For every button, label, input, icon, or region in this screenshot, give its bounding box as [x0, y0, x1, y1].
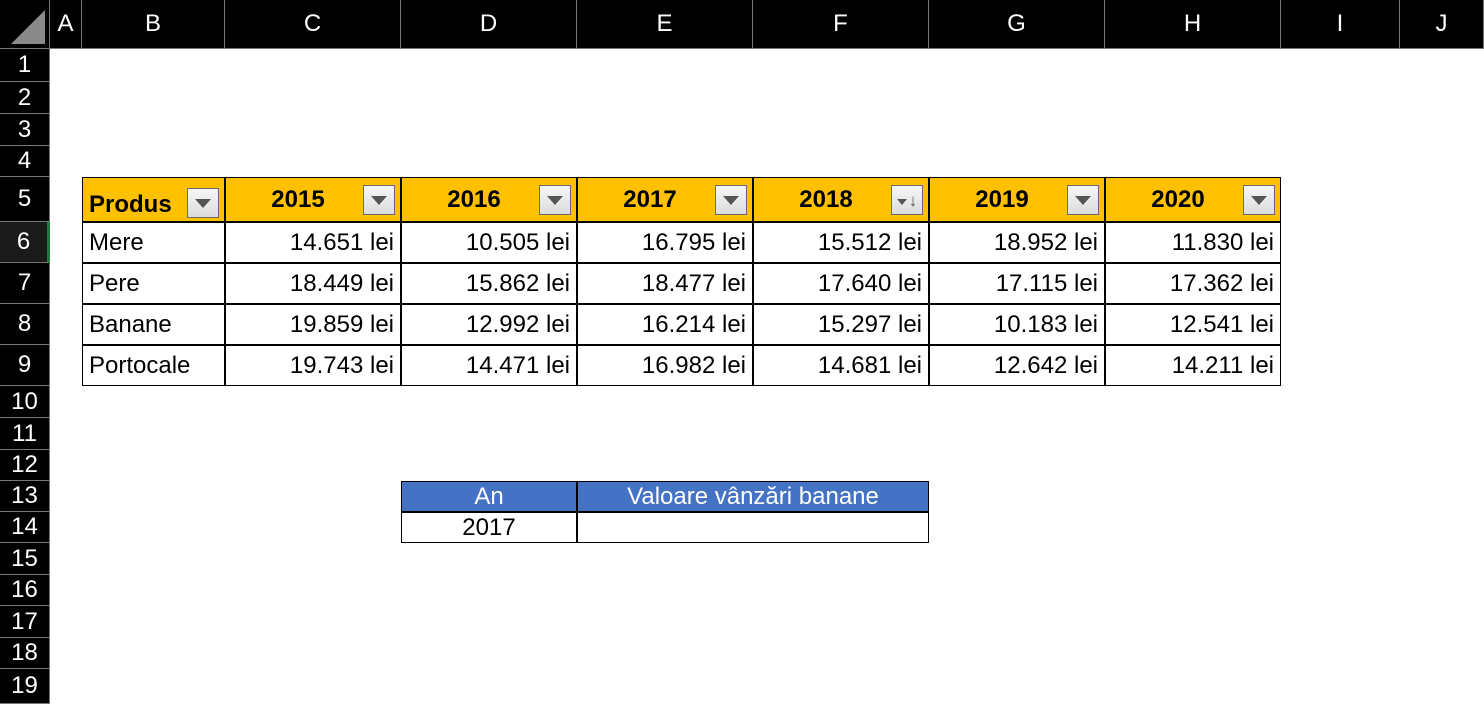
sales-value-cell[interactable]: 10.505 lei: [401, 222, 577, 263]
sales-value-cell[interactable]: 18.477 lei: [577, 263, 753, 304]
row-header-16[interactable]: 16: [0, 575, 50, 606]
row-header-4[interactable]: 4: [0, 146, 50, 177]
column-header-b[interactable]: B: [82, 0, 225, 49]
filter-dropdown-icon: [195, 199, 211, 208]
row-header-5[interactable]: 5: [0, 177, 50, 222]
column-header-d[interactable]: D: [401, 0, 577, 49]
row-header-17[interactable]: 17: [0, 606, 50, 638]
table-header-label: 2020: [1151, 185, 1205, 213]
sales-value-cell[interactable]: 12.992 lei: [401, 304, 577, 345]
select-all-corner[interactable]: [0, 0, 50, 49]
filter-dropdown-button[interactable]: [187, 188, 219, 218]
sales-value-cell[interactable]: 11.830 lei: [1105, 222, 1281, 263]
sales-value-cell[interactable]: 15.862 lei: [401, 263, 577, 304]
sales-value-cell[interactable]: 17.640 lei: [753, 263, 929, 304]
column-header-e[interactable]: E: [577, 0, 753, 49]
sales-value-cell[interactable]: 15.512 lei: [753, 222, 929, 263]
filter-dropdown-button[interactable]: [539, 185, 571, 215]
table-header-label: 2017: [623, 185, 677, 213]
table-header-label: 2015: [271, 185, 325, 213]
filter-dropdown-button[interactable]: [1243, 185, 1275, 215]
sales-value-cell[interactable]: 10.183 lei: [929, 304, 1105, 345]
row-header-14[interactable]: 14: [0, 512, 50, 543]
filter-dropdown-icon: [1251, 196, 1267, 205]
column-header-i[interactable]: I: [1281, 0, 1400, 49]
row-header-9[interactable]: 9: [0, 345, 50, 386]
sales-value-cell[interactable]: 17.115 lei: [929, 263, 1105, 304]
sales-value-cell[interactable]: 14.211 lei: [1105, 345, 1281, 386]
filter-dropdown-icon: [1075, 196, 1091, 205]
sales-value-cell[interactable]: 19.743 lei: [225, 345, 401, 386]
row-header-7[interactable]: 7: [0, 263, 50, 304]
row-header-18[interactable]: 18: [0, 638, 50, 669]
column-header-g[interactable]: G: [929, 0, 1105, 49]
sales-value-cell[interactable]: 12.642 lei: [929, 345, 1105, 386]
row-header-3[interactable]: 3: [0, 114, 50, 146]
row-header-13[interactable]: 13: [0, 481, 50, 512]
select-all-triangle-icon: [11, 10, 45, 44]
sales-value-cell[interactable]: 14.681 lei: [753, 345, 929, 386]
sort-descending-icon: ↓: [897, 192, 918, 209]
table-header-label: 2016: [447, 185, 501, 213]
column-header-j[interactable]: J: [1400, 0, 1484, 49]
sales-value-cell[interactable]: 14.471 lei: [401, 345, 577, 386]
filter-dropdown-button[interactable]: [1067, 185, 1099, 215]
sales-value-cell[interactable]: 18.952 lei: [929, 222, 1105, 263]
product-name-cell[interactable]: Pere: [82, 263, 225, 304]
table-header-label: 2019: [975, 185, 1029, 213]
filter-dropdown-icon: [547, 196, 563, 205]
sales-value-cell[interactable]: 16.214 lei: [577, 304, 753, 345]
row-header-1[interactable]: 1: [0, 49, 50, 82]
row-header-2[interactable]: 2: [0, 82, 50, 114]
lookup-year-input[interactable]: 2017: [401, 512, 577, 543]
product-name-cell[interactable]: Mere: [82, 222, 225, 263]
lookup-value-header[interactable]: Valoare vânzări banane: [577, 481, 929, 512]
filter-dropdown-icon: [723, 196, 739, 205]
column-header-c[interactable]: C: [225, 0, 401, 49]
row-header-8[interactable]: 8: [0, 304, 50, 345]
lookup-year-header[interactable]: An: [401, 481, 577, 512]
row-header-6[interactable]: 6: [0, 222, 50, 263]
table-header-label: 2018: [799, 185, 853, 213]
row-header-10[interactable]: 10: [0, 386, 50, 418]
row-header-15[interactable]: 15: [0, 543, 50, 575]
sales-value-cell[interactable]: 19.859 lei: [225, 304, 401, 345]
filter-dropdown-button[interactable]: [715, 185, 747, 215]
sales-value-cell[interactable]: 18.449 lei: [225, 263, 401, 304]
table-header-label: Produs: [89, 191, 172, 218]
row-header-19[interactable]: 19: [0, 669, 50, 704]
product-name-cell[interactable]: Portocale: [82, 345, 225, 386]
sales-value-cell[interactable]: 12.541 lei: [1105, 304, 1281, 345]
sales-value-cell[interactable]: 16.795 lei: [577, 222, 753, 263]
column-header-h[interactable]: H: [1105, 0, 1281, 49]
sales-value-cell[interactable]: 14.651 lei: [225, 222, 401, 263]
product-name-cell[interactable]: Banane: [82, 304, 225, 345]
sales-value-cell[interactable]: 15.297 lei: [753, 304, 929, 345]
sales-value-cell[interactable]: 16.982 lei: [577, 345, 753, 386]
sort-filter-button[interactable]: [891, 185, 923, 215]
filter-dropdown-button[interactable]: [363, 185, 395, 215]
row-header-11[interactable]: 11: [0, 418, 50, 450]
sales-value-cell[interactable]: 17.362 lei: [1105, 263, 1281, 304]
row-header-12[interactable]: 12: [0, 450, 50, 481]
filter-dropdown-icon: [371, 196, 387, 205]
column-header-a[interactable]: A: [50, 0, 82, 49]
lookup-result-cell[interactable]: [577, 512, 929, 543]
column-header-f[interactable]: F: [753, 0, 929, 49]
